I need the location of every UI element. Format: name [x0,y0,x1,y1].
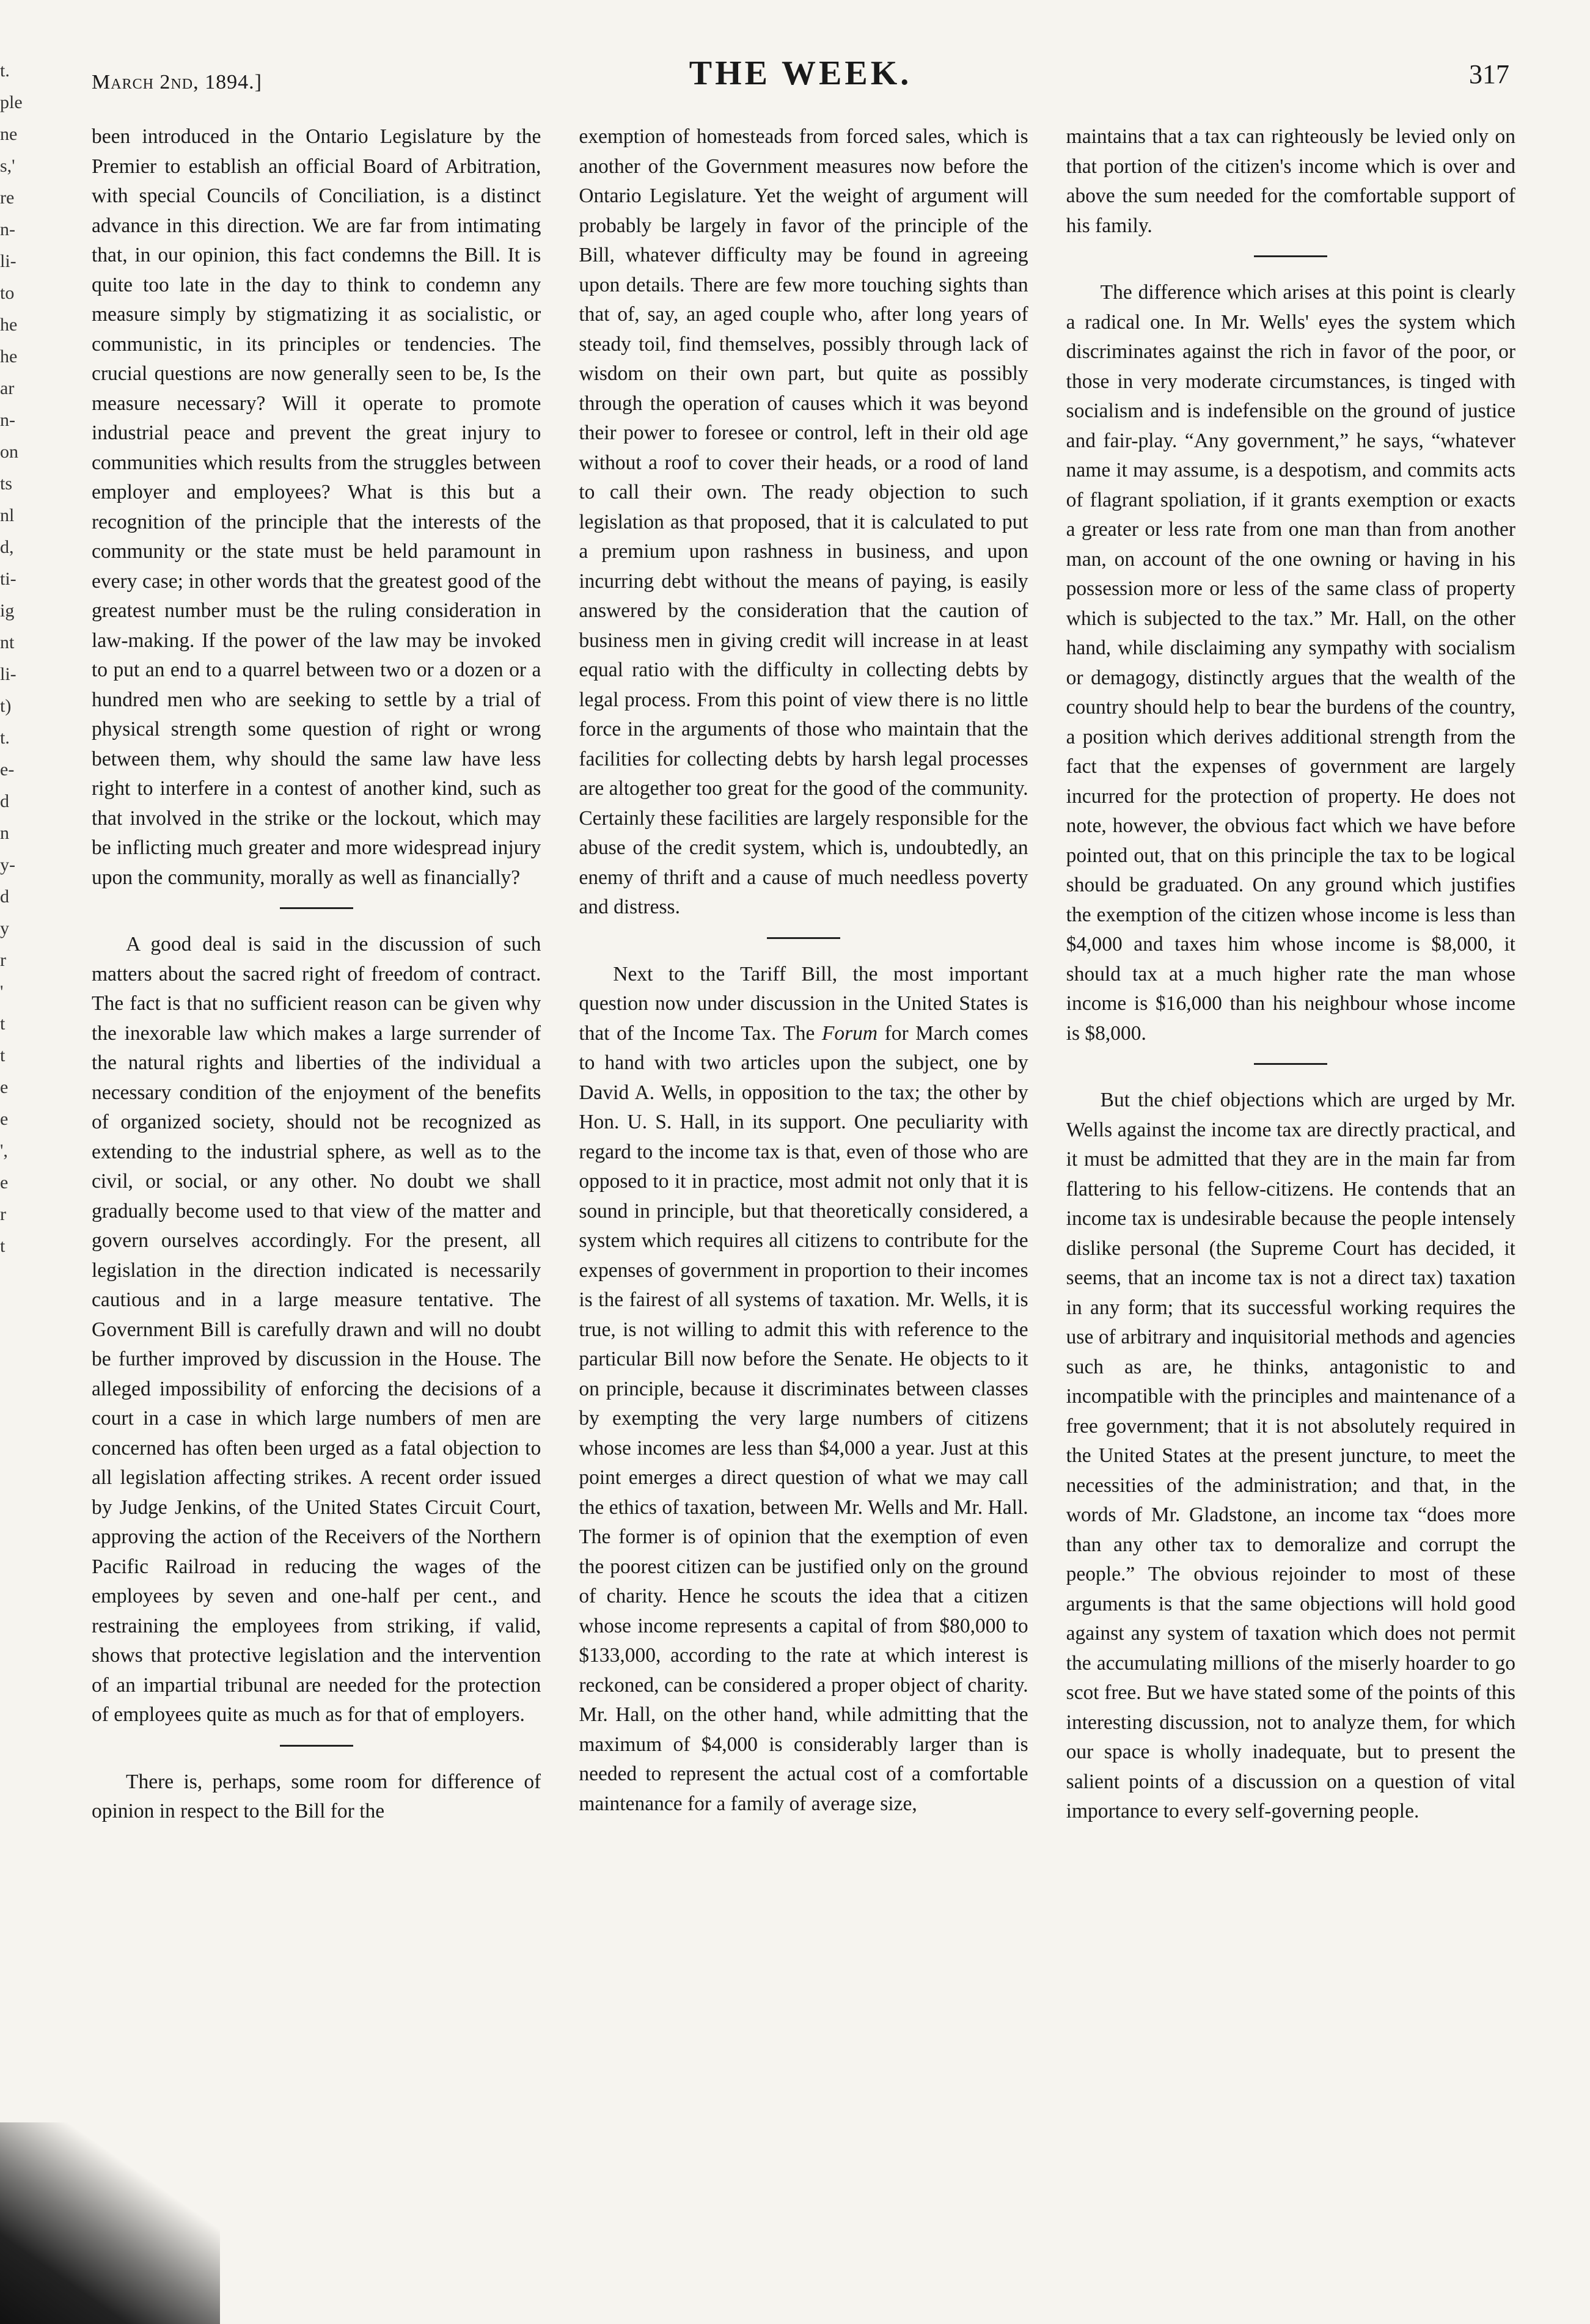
forum-magazine-title: Forum [821,1021,878,1045]
binding-fragment: e- [0,759,15,780]
binding-fragment: on [0,442,18,462]
binding-fragment: d, [0,537,14,557]
binding-fragment: he [0,315,18,335]
binding-fragment: he [0,346,18,367]
section-divider [1254,1063,1327,1065]
col3-paragraph-3: But the chief objections which are urged by Mr. Wells against the income tax are directly practical, and it must be admitted that they are in the main far from flattering to his fellow-citizens. He contends that an income tax is undesirable because the people intensely dislike personal (the Supreme Court has decided, it seems, that an income tax is not a direct tax) taxation in any form; that its successful working requires the use of arbitrary and inquisitorial methods and agencies such as are, he thinks, antagonistic to and incompatible with the principles and maintenance of a free government; that it is not absolutely required in the United States at the present juncture, to meet the necessities of the administration; and that, in the words of Mr. Gladstone, an income tax “does more than any other tax to demoralize and corrupt the people.” The obvious rejoinder to most of these arguments is that the same objections will hold good against any system of taxation which does not permit the accumulating millions of the miserly hoarder to go scot free. But we have stated some of the points of this interesting discussion, not to analyze them, for which our space is wholly inadequate, but to present the salient points of a discussion on a question of vital importance to every self-governing people. [1066,1089,1515,1822]
binding-fragment: ' [0,982,4,1002]
binding-fragment: y- [0,855,15,875]
binding-fragment: e [0,1172,9,1193]
column-2 [579,122,1028,2242]
col3-paragraph-2: The difference which arises at this point is clearly a radical one. In Mr. Wells' eyes the system which discriminates against the rich in favor of the poor, or those in very moderate circumstances, is tinged with socialism and is indefensible on the ground of justice and fair-play. “Any government,” he says, “whatever name it may assume, is a despotism, and commits acts of flagrant spoliation, if it grants exemption or exacts a greater or less rate from one man than from another man, on account of the one owning or having in his possession more or less of the same class of property which is subjected to the tax.” Mr. Hall, on the other hand, while disclaiming any sympathy with socialism or demagogy, distinctly argues that the wealth of the country should help to bear the burdens of the country, a position which derives additional strength from the fact that the expenses of government are largely incurred for the protection of property. He does not note, however, the obvious fact which we have before pointed out, that on this principle the tax to be logical should be graduated. On any ground which justifies the exemption of the citizen whose income is less than $4,000 and taxes him whose income is $8,000, it should tax at a much higher rate the man whose income is $16,000 than his neighbour whose income is $8,000. [1066,281,1515,1045]
col2-paragraph-2-start: Next to the Tariff Bill, the most important question now under discussion in the United States is that of the Income Tax. The [579,962,1028,1045]
binding-fragment: li- [0,251,16,271]
col2-paragraph-1: exemption of homesteads from forced sales, which is another of the Government measures now before the Ontario Legislature. Yet the weight of argument will probably be largely in favor of the principle of the Bill, whatever difficulty may be found in agreeing upon details. There are few more touching sights than that of, say, an aged couple who, after long years of steady toil, find themselves, possibly through lack of wisdom on their own part, but quite as possibly through the operation of causes which it was beyond their power to foresee or control, left in their old age without a roof to cover their heads, or a rood of land to call their own. The ready objection to such legislation as that proposed, that it is calculated to put a premium upon rashness in business, and upon incurring debt without the means of paying, is easily answered by the consideration that the caution of business men in giving credit will increase in at least equal ratio with the difficulty in collecting debts by legal process. From this point of view there is no little force in the arguments of those who maintain that the facilities for collecting debts by harsh legal processes are altogether too great for the good of the community. Certainly these facilities are largely responsible for the abuse of the credit system, which is, undoubtedly, an enemy of thrift and a cause of much needless poverty and distress. [579,125,1028,918]
binding-fragment: li- [0,664,16,684]
binding-fragment: ts [0,473,13,494]
section-divider [280,1745,353,1747]
binding-fragment: ', [0,1141,8,1161]
binding-fragment: t. [0,728,10,748]
binding-fragment: ar [0,378,15,398]
binding-fragment: ple [0,92,23,112]
binding-fragment: t [0,1014,5,1034]
section-divider [280,907,353,909]
col2-paragraph-2-rest: for March comes to hand with two articles upon the subject, one by David A. Wells, in opposition to the tax; the other by Hon. U. S. Hall, in its support. One peculiarity with regard to the income tax is that, even of those who are opposed to it in practice, most admit not only that it is sound in principle, but that theoretically considered, a system which requires all citizens to contribute for the expenses of government in proportion to their incomes is the fairest of all systems of taxation. Mr. Wells, it is true, is not willing to admit this with reference to the particular Bill now before the Senate. He objects to it on principle, because it discriminates between classes by exempting the very large numbers of citizens whose incomes are less than $4,000 a year. Just at this point emerges a direct question of what we may call the ethics of taxation, between Mr. Wells and Mr. Hall. The former is of opinion that the exemption of even the poorest citizen can be justified only on the ground of charity. Hence he scouts the idea that a citizen whose income represents a capital of from $80,000 to $133,000, according to the rate at which interest is reckoned, can be considered a proper object of charity. Mr. Hall, on the other hand, while admitting that the maximum of $4,000 is considerably larger than is needed to represent the actual cost of a comfortable maintenance for a family of average size, [579,1021,1028,1815]
page-number: 317 [1469,59,1509,89]
binding-fragment: r [0,1204,6,1224]
binding-fragment: nl [0,505,15,525]
binding-fragment: s,' [0,156,15,176]
binding-fragment: ne [0,124,18,144]
binding-fragment: nt [0,632,15,652]
section-divider [767,937,840,939]
article-columns [92,122,1515,2242]
publication-title: THE WEEK. [689,54,912,92]
binding-fragment: e [0,1109,9,1129]
column-1 [92,122,541,2242]
col1-paragraph-3: There is, perhaps, some room for difference of opinion in respect to the Bill for the [92,1770,541,1822]
binding-fragment: re [0,188,15,208]
col1-paragraph-1: been introduced in the Ontario Legislature by the Premier to establish an official Board of Arbitration, with special Councils of Conciliation, is a distinct advance in this direction. We are far from intimating that, in our opinion, this fact condemns the Bill. It is quite too late in the day to think to condemn any measure simply by stigmatizing it as socialistic, or communistic, in its principles or tendencies. The crucial questions are now generally seen to be, Is the measure necessary? Will it operate to promote industrial peace and prevent the great injury to communities which results from the struggles between employer and employees? What is this but a recognition of the principle that the interests of the community or the state must be held paramount in every case; in other words that the greatest good of the greatest number must be the ruling consideration in law-making. If the power of the law may be invoked to put an end to a quarrel between two or a dozen or a hundred men who are seeking to settle by a trial of physical strength some question of right or wrong between them, why should the same law have less right to interfere in a contest of another kind, such as that involved in the strike or the lockout, which may be inflicting much greater and more widespread injury upon the community, morally as well as financially? [92,125,541,889]
binding-fragment: r [0,950,6,970]
page-header [92,54,1509,109]
binding-fragment: t [0,1236,5,1256]
col3-paragraph-1: maintains that a tax can righteously be levied only on that portion of the citizen's income which is over and above the sum needed for the comfortable support of his family. [1066,125,1515,237]
binding-fragment: d [0,886,9,907]
issue-date: March 2nd, 1894.] [92,71,262,93]
binding-fragment: to [0,283,15,303]
col1-paragraph-2: A good deal is said in the discussion of such matters about the sacred right of freedom of contract. The fact is that no sufficient reason can be given why the inexorable law which makes a large surrender of the natural rights and liberties of the individual a necessary condition of the enjoyment of the benefits of organized society, should not be recognized as extending to the industrial sphere, as well as to the civil, or social, or any other. No doubt we shall gradually become used to that view of the matter and govern ourselves accordingly. For the present, all legislation in the direction indicated is necessarily cautious and in a large measure tentative. The Government Bill is carefully drawn and will no doubt be further improved by discussion in the House. The alleged impossibility of enforcing the decisions of a court in a case in which large numbers of men are concerned has often been urged as a fatal objection to all legislation affecting strikes. A recent order issued by Judge Jenkins, of the United States Circuit Court, approving the action of the Receivers of the Northern Pacific Railroad in reducing the wages of the employees by seven and one-half per cent., and restraining the employees from striking, if valid, shows that protective legislation and the intervention of an impartial tribunal are needed for the protection of employees quite as much as for that of employers. [92,933,541,1726]
binding-fragment: n- [0,410,15,430]
binding-margin-fragments [0,55,28,2071]
binding-fragment: e [0,1077,9,1097]
binding-fragment: t. [0,60,10,81]
binding-fragment: t [0,1045,5,1065]
binding-fragment: t) [0,696,12,716]
binding-fragment: y [0,918,9,938]
binding-fragment: d [0,791,9,811]
binding-fragment: n- [0,219,15,239]
binding-fragment: ti- [0,569,16,589]
col2-paragraph-2 [579,960,1028,1819]
binding-fragment: n [0,823,9,843]
column-3 [1066,122,1515,2242]
binding-fragment: ig [0,601,15,621]
section-divider [1254,255,1327,257]
